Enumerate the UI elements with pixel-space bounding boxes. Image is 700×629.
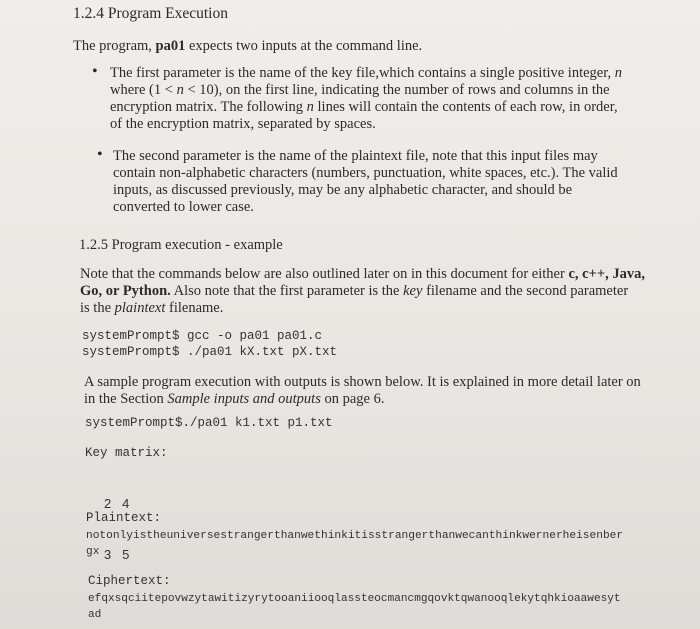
- run-command: systemPrompt$./pa01 k1.txt p1.txt: [85, 416, 333, 430]
- key-matrix-label: Key matrix:: [85, 446, 168, 460]
- bullet-1-text: The first parameter is the name of the key file,which contains a single positive integer, n where (1 < n < 10), on the first line, indicating the number of rows and columns in the encryption matrix. The following n lines will contain the contents of each row, in order, of the encryption matrix, separated by spaces.: [110, 65, 622, 132]
- ciphertext-content: efqxsqciitepovwzytawitizyrytooaniiooqlassteocmancmgqovktqwanooqlekytqhkioaawesyt ad: [88, 593, 621, 621]
- example-paragraph: Note that the commands below are also outlined later on in this document for either c, c++, Java, Go, or Python. Also note that the first parameter is the key filename and the second parameter is the plaintext filename.: [80, 266, 645, 316]
- ciphertext-label: Ciphertext:: [88, 574, 171, 588]
- bullet-marker: •: [97, 146, 103, 163]
- plaintext-content: notonlyistheuniversestrangerthanwethinkitisstrangerthanwecanthinkwernerheisenber gx: [86, 530, 624, 558]
- plaintext-label: Plaintext:: [86, 511, 162, 525]
- section-heading-1-2-4: 1.2.4 Program Execution: [73, 5, 228, 22]
- bullet-2-text: The second parameter is the name of the plaintext file, note that this input files may contain non-alphabetic characters (numbers, punctuation, white spaces, etc.). The valid inputs, as discussed previously, may be any alphabetic character, and should be converted to lower case.: [113, 148, 618, 215]
- intro-paragraph: The program, pa01 expects two inputs at the command line.: [73, 38, 423, 54]
- section-heading-1-2-5: 1.2.5 Program execution - example: [79, 237, 283, 253]
- command-block: [82, 328, 337, 360]
- command-line: systemPrompt$ gcc -o pa01 pa01.c: [82, 329, 323, 343]
- bullet-marker: •: [92, 63, 98, 80]
- command-line: systemPrompt$ ./pa01 kX.txt pX.txt: [82, 345, 338, 359]
- key-matrix: 2 4 3 5: [104, 496, 130, 562]
- sample-paragraph: A sample program execution with outputs is shown below. It is explained in more detail later on in the Section Sample inputs and outputs on page 6.: [84, 374, 641, 407]
